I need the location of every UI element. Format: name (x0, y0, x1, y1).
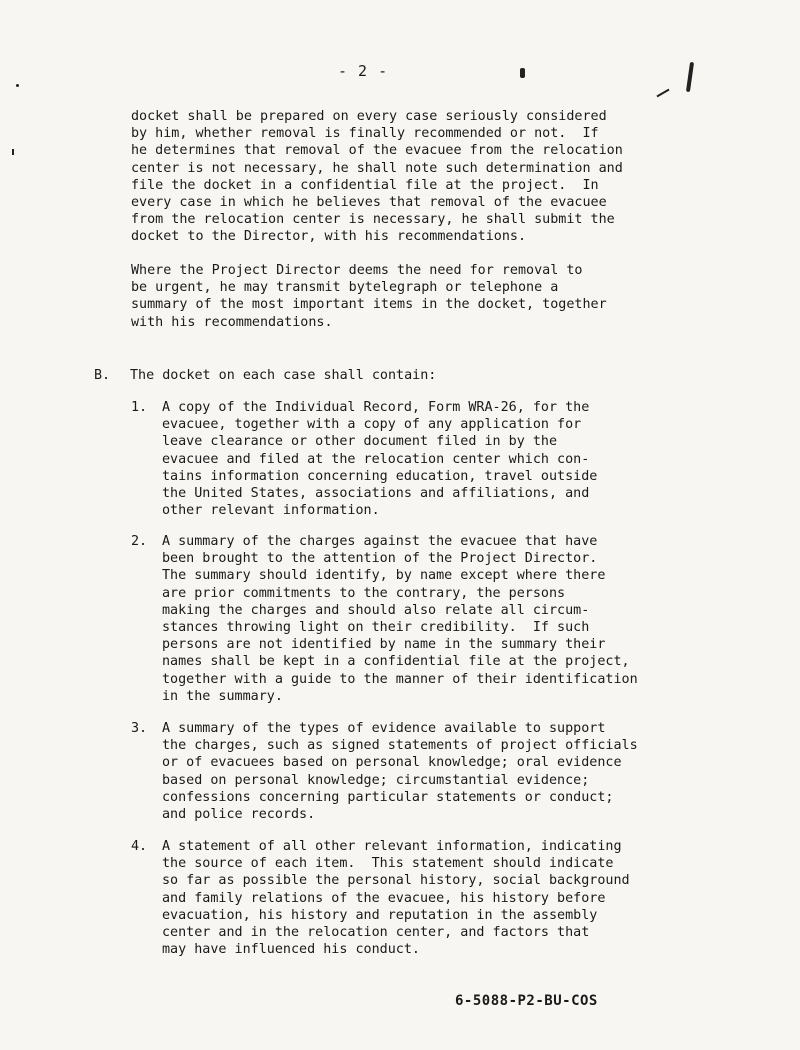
list-item-number: 3. (131, 721, 148, 736)
page-number: - 2 - (338, 62, 389, 80)
list-item-text: A summary of the charges against the evacuee that have been brought to the attention of the Project Director. The summary should identify, by name except where there are prior commitments to the contrary, the persons making the charges and should also relate all circum- stances throwing light on their credibility. If such persons are not identified by name in the summary their names shall be kept in a confidential file at the project, together with a guide to the manner of their identification in the summary. (162, 534, 638, 704)
list-item-text: A copy of the Individual Record, Form WRA-26, for the evacuee, together with a copy of any application for leave clearance or other document filed in by the evacuee and filed at the relocation center which con- tains information concerning education, travel outside the United States, associations and affiliations, and other relevant information. (162, 400, 598, 519)
ink-mark (520, 68, 525, 78)
ink-mark (16, 84, 19, 87)
paragraph-docket-preparation: docket shall be prepared on every case seriously considered by him, whether removal is finally recommended or not. If he determines that removal of the evacuee from the relocation center is not necessary, he shall note such determination and file the docket in a confidential file at the project. In every case in which he believes that removal of the evacuee from the relocation center is necessary, he shall submit the docket to the Director, with his recommendations. (131, 109, 623, 245)
section-letter: B. (94, 368, 111, 383)
list-item-text: A statement of all other relevant information, indicating the source of each item. This statement should indicate so far as possible the personal history, social background and family relations of the evacuee, his history before evacuation, his history and reputation in the assembly center and in the relocation center, and factors that may have influenced his conduct. (162, 839, 630, 958)
section-b-heading (94, 367, 436, 384)
section-heading-text: The docket on each case shall contain: (130, 368, 437, 383)
list-item-number: 1. (131, 400, 148, 415)
ink-mark (686, 62, 694, 92)
list-item-number: 2. (131, 534, 148, 549)
paragraph-urgent-removal: Where the Project Director deems the need for removal to be urgent, he may transmit bytelegraph or telephone a summary of the most important items in the docket, together with his recommendations. (131, 263, 607, 330)
ink-mark (12, 149, 14, 155)
list-item-text: A summary of the types of evidence available to support the charges, such as signed statements of project officials or of evacuees based on personal knowledge; oral evidence based on personal knowledge; circumstantial evidence; confessions concerning particular statements or conduct; and police records. (162, 721, 638, 823)
list-item-number: 4. (131, 839, 148, 854)
document-code: 6-5088-P2-BU-COS (455, 993, 598, 1009)
ink-mark (656, 89, 669, 98)
